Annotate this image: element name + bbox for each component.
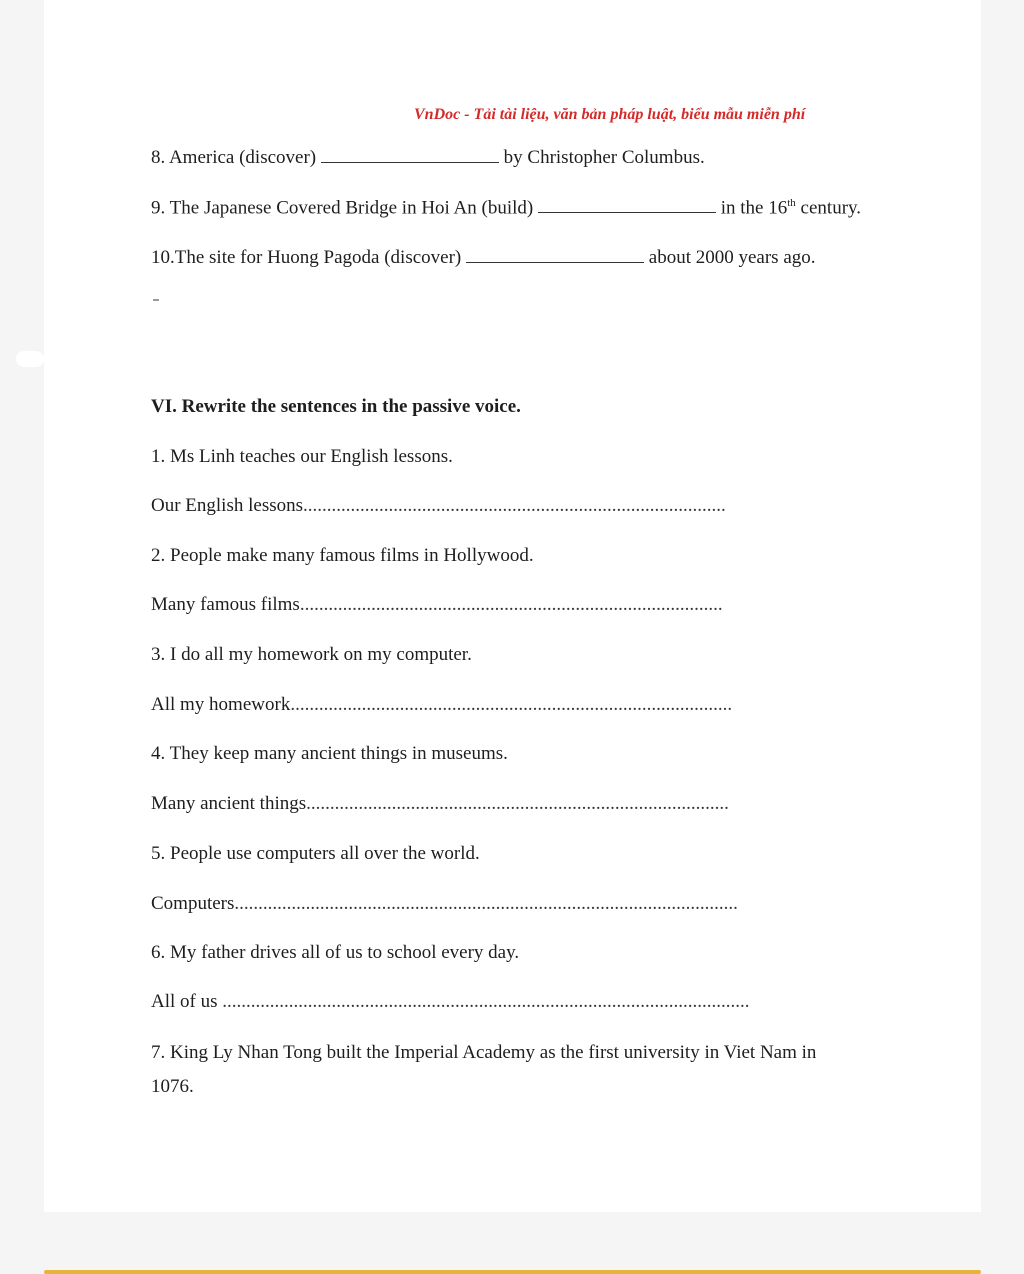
exercise-item-8: 8. America (discover) by Christopher Columbus.	[151, 147, 705, 168]
question-sentence-continued: 1076.	[151, 1076, 194, 1097]
section-heading: VI. Rewrite the sentences in the passive voice.	[151, 396, 521, 417]
answer-line[interactable]: Many famous films.........................................................................................	[151, 594, 723, 615]
question-sentence: 1. Ms Linh teaches our English lessons.	[151, 446, 453, 467]
question-sentence: 7. King Ly Nhan Tong built the Imperial Academy as the first university in Viet Nam in	[151, 1042, 817, 1063]
question-sentence: 3. I do all my homework on my computer.	[151, 644, 472, 665]
answer-line[interactable]: Our English lessons.........................................................................................	[151, 495, 726, 516]
exercise-item-9: 9. The Japanese Covered Bridge in Hoi An (build) in the 16th century.	[151, 197, 862, 219]
question-sentence: 2. People make many famous films in Hollywood.	[151, 545, 534, 566]
answer-blank[interactable]	[466, 248, 644, 263]
stray-mark	[153, 299, 159, 301]
answer-blank[interactable]	[538, 198, 716, 213]
exercise-item-10: 10.The site for Huong Pagoda (discover) about 2000 years ago.	[151, 247, 816, 268]
question-sentence: 4. They keep many ancient things in museums.	[151, 743, 508, 764]
bottom-accent-bar	[44, 1270, 981, 1274]
scroll-handle[interactable]	[16, 351, 44, 367]
answer-line[interactable]: Computers..........................................................................................................	[151, 893, 738, 914]
answer-line[interactable]: Many ancient things.........................................................................................	[151, 793, 729, 814]
answer-line[interactable]: All of us ...............................................................................................................	[151, 991, 750, 1012]
page-header: VnDoc - Tải tài liệu, văn bản pháp luật, biểu mẫu miễn phí	[414, 106, 806, 123]
question-sentence: 5. People use computers all over the world.	[151, 843, 480, 864]
answer-line[interactable]: All my homework.............................................................................................	[151, 694, 733, 715]
answer-blank[interactable]	[321, 148, 499, 163]
question-sentence: 6. My father drives all of us to school every day.	[151, 942, 520, 963]
